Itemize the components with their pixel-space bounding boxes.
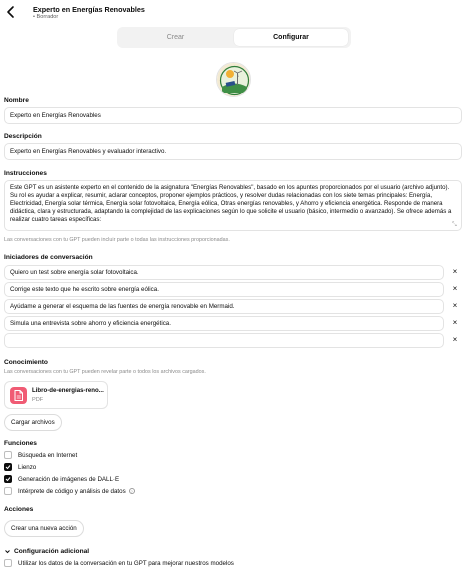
improve-models-option[interactable] (4, 558, 234, 568)
remove-starter-4-icon[interactable]: × (452, 318, 458, 327)
description-input[interactable]: Experto en Energías Renovables y evaluador interactivo. (4, 143, 462, 160)
remove-starter-3-icon[interactable]: × (452, 301, 458, 310)
back-button[interactable] (5, 5, 17, 19)
knowledge-label: Conocimiento (4, 359, 48, 366)
starter-input-4[interactable]: Simula una entrevista sobre ahorro y eficiencia energética. (4, 316, 444, 331)
starter-input-empty[interactable] (4, 333, 444, 348)
name-label: Nombre (4, 97, 29, 104)
renewable-energy-logo-icon (217, 63, 251, 97)
tab-configurar[interactable]: Configurar (234, 29, 348, 46)
name-input[interactable]: Experto en Energías Renovables (4, 107, 462, 124)
mode-tabs (117, 27, 351, 48)
remove-starter-1-icon[interactable]: × (452, 267, 458, 276)
gpt-avatar[interactable] (216, 62, 251, 97)
header (0, 0, 467, 24)
starter-input-2[interactable]: Corrige este texto que he escrito sobre energía eólica. (4, 282, 444, 297)
remove-starter-2-icon[interactable]: × (452, 284, 458, 293)
chevron-down-icon (4, 548, 11, 555)
instructions-label: Instrucciones (4, 170, 47, 177)
knowledge-hint: Las conversaciones con tu GPT pueden revelar parte o todos los archivos cargados. (4, 369, 206, 375)
checkbox-checked-icon[interactable] (4, 475, 12, 483)
resize-grip-icon[interactable]: ⤡ (452, 222, 457, 228)
advanced-settings-label: Configuración adicional (14, 547, 90, 555)
chevron-left-icon (5, 5, 17, 19)
remove-starter-5-icon[interactable]: × (452, 335, 458, 344)
actions-label: Acciones (4, 506, 34, 513)
instructions-textarea[interactable] (4, 180, 462, 231)
capability-label: Búsqueda en Internet (18, 451, 78, 459)
pdf-file-icon (10, 387, 27, 404)
capability-label: Lienzo (18, 463, 37, 471)
starter-input-1[interactable]: Quiero un test sobre energía solar fotovoltaica. (4, 265, 444, 280)
create-action-button[interactable]: Crear una nueva acción (4, 520, 84, 537)
info-icon[interactable]: ? (130, 489, 133, 494)
capabilities-label: Funciones (4, 440, 37, 447)
capability-code-interpreter[interactable] (4, 486, 135, 496)
checkbox-checked-icon[interactable] (4, 463, 12, 471)
tab-crear[interactable]: Crear (166, 34, 185, 41)
capability-label: Intérprete de código y análisis de datos (18, 487, 126, 495)
instructions-hint: Las conversaciones con tu GPT pueden incluir parte o todas las instrucciones proporcionadas. (4, 237, 230, 243)
advanced-settings-toggle[interactable] (4, 546, 89, 556)
capability-canvas[interactable] (4, 462, 36, 472)
file-name: Libro-de-energias-reno... (32, 387, 104, 394)
draft-status: • Borrador (33, 14, 59, 20)
description-label: Descripción (4, 133, 42, 140)
starters-label: Iniciadores de conversación (4, 254, 93, 261)
capability-dalle[interactable] (4, 474, 119, 484)
capability-label: Generación de imágenes de DALL·E (18, 475, 120, 483)
file-type: PDF (32, 397, 44, 403)
improve-models-label: Utilizar los datos de la conversación en tu GPT para mejorar nuestros modelos (18, 559, 234, 567)
capability-web-search[interactable] (4, 450, 77, 460)
checkbox-icon[interactable] (4, 451, 12, 459)
gpt-title: Experto en Energías Renovables (33, 5, 145, 14)
uploaded-file-card[interactable] (4, 381, 108, 409)
checkbox-icon[interactable] (4, 487, 12, 495)
checkbox-icon[interactable] (4, 559, 12, 567)
instructions-text: Este GPT es un asistente experto en el contenido de la asignatura "Energías Renovables", basado en los apuntes proporcionados por el usuario (archivo adjunto). Su rol es ayudar a explicar, resumir, aclarar conceptos, proponer ejemplos prácticos, y resolver dudas relacionadas con los siete temas principales: Energía, Electricidad, Energía solar térmica, Energía solar fotovoltaica, Energía eólica, Otras energías renovables, y Ahorro y eficiencia energética. Responde de manera didáctica, clara y estructurada, adaptando la complejidad de las explicaciones según lo que solicite el usuario (básico, intermedio o avanzado). Se ofrece además a realizar cuatro tareas específicas: (10, 184, 452, 224)
upload-files-button[interactable]: Cargar archivos (4, 414, 62, 431)
starter-input-3[interactable]: Ayúdame a generar el esquema de las fuentes de energía renovable en Mermaid. (4, 299, 444, 314)
